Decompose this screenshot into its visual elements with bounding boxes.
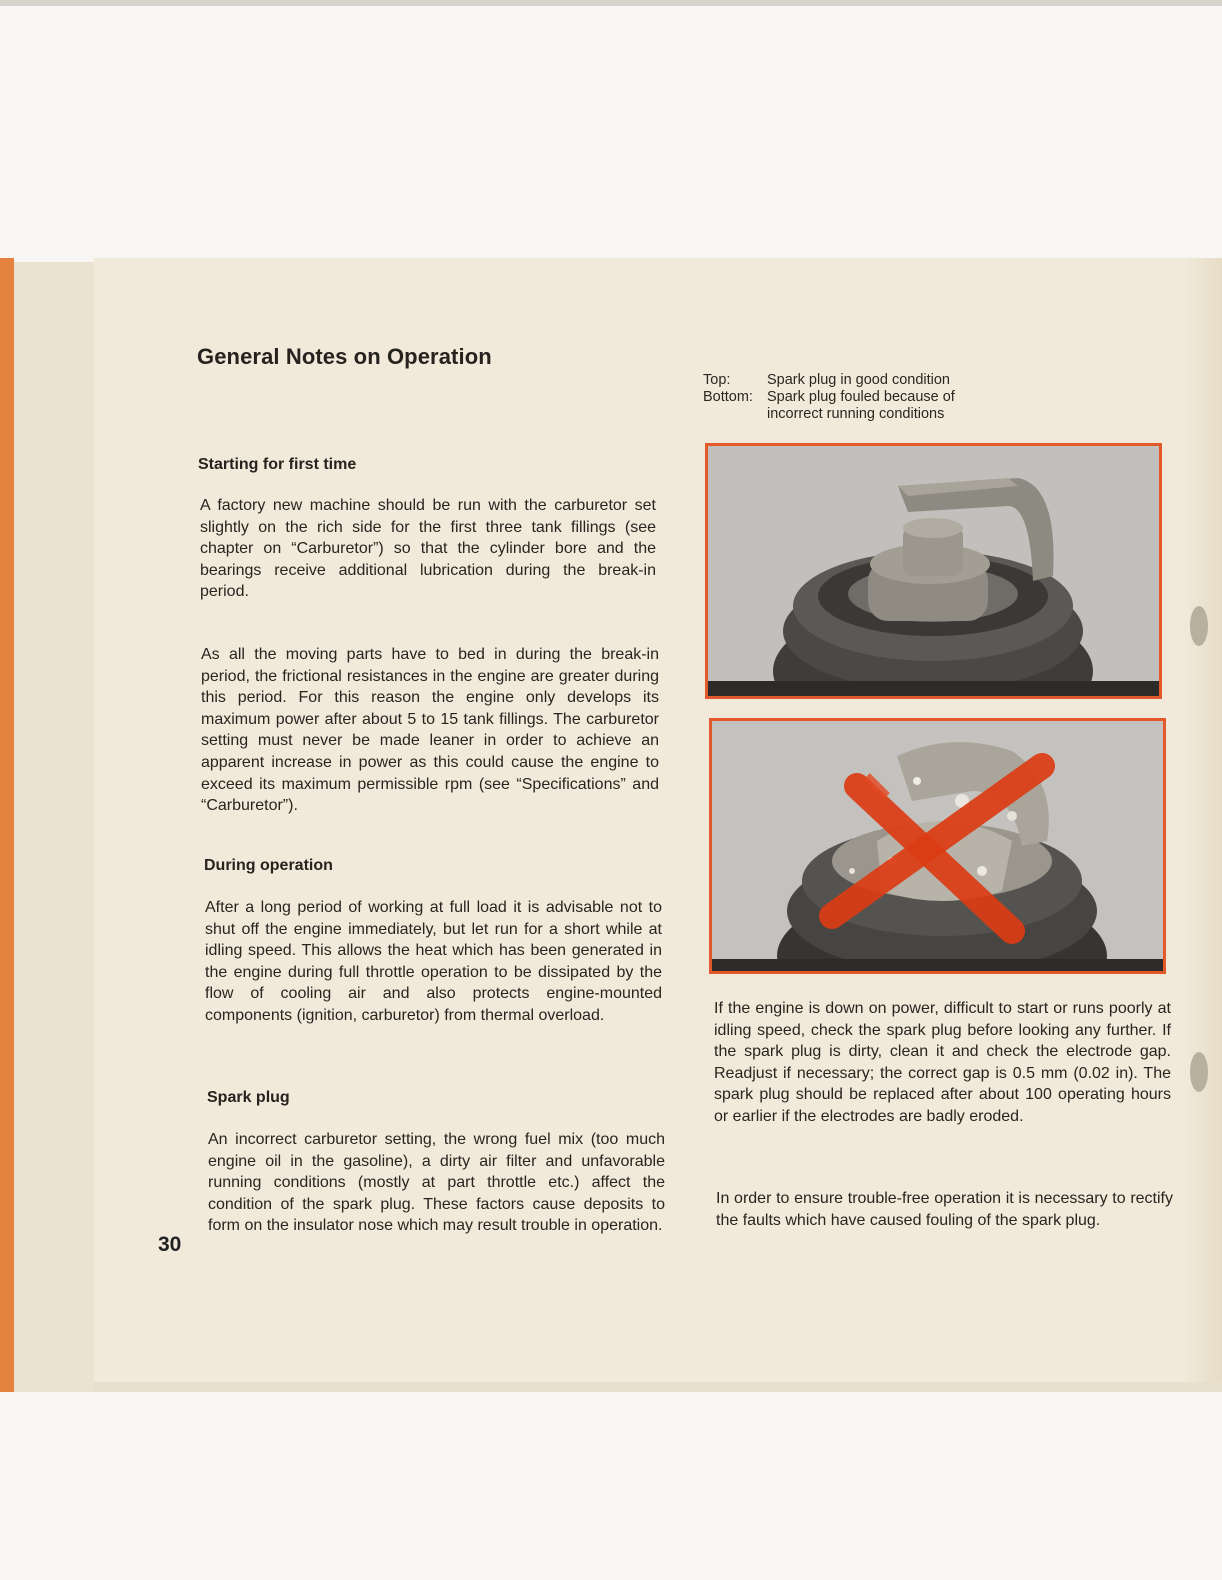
page-title: General Notes on Operation: [197, 344, 492, 369]
scan-top-edge: [0, 0, 1222, 6]
page-bottom-edge: [94, 1382, 1222, 1392]
section-heading: Starting for first time: [198, 456, 357, 473]
spark-plug-fouled-illustration: [712, 721, 1163, 971]
section-heading: Spark plug: [207, 1089, 290, 1106]
page-number: 30: [158, 1233, 182, 1256]
section-heading: During operation: [204, 857, 333, 874]
binding-ring: [1190, 606, 1208, 646]
paragraph: As all the moving parts have to bed in during the break-in period, the frictional resistances in the engine are greater during this period. For this reason the engine only develops its maximum power after about 5 to 15 tank fillings. The carburetor setting must never be made leaner in order to achieve an apparent increase in power as this could cause the engine to exceed its maximum permissible rpm (see “Specifications” and “Carburetor”).: [201, 646, 659, 815]
paragraph: After a long period of working at full load it is advisable not to shut off the engine immediately, but let run for a short while at idling speed. This allows the heat which has been generated in the engine during full throttle operation to be dissipated by the flow of cooling air and also protects engine-mounted components (ignition, carburetor) from thermal overload.: [205, 899, 662, 1024]
caption-label: Bottom:: [703, 389, 753, 405]
spark-plug-fouled-photo: [709, 718, 1166, 974]
paragraph: In order to ensure trouble-free operation it is necessary to rectify the faults which have caused fouling of the spark plug.: [716, 1190, 1173, 1229]
spark-plug-good-illustration: [708, 446, 1159, 696]
paragraph: If the engine is down on power, difficult to start or runs poorly at idling speed, check the spark plug before looking any further. If the spark plug is dirty, clean it and check the electrode gap. Readjust if necessary; the correct gap is 0.5 mm (0.02 in). The spark plug should be replaced after about 100 operating hours or earlier if the electrodes are badly eroded.: [714, 1000, 1171, 1125]
binding-ring: [1190, 1052, 1208, 1092]
book-spine-edge: [0, 258, 14, 1392]
paragraph: A factory new machine should be run with the carburetor set slightly on the rich side for the first three tank fillings (see chapter on “Carburetor”) so that the cylinder bore and the bearings receive additional lubrication during the break-in period.: [200, 497, 656, 601]
paragraph: An incorrect carburetor setting, the wrong fuel mix (too much engine oil in the gasoline), a dirty air filter and unfavorable running conditions (mostly at part throttle etc.) affect the condition of the spark plug. These factors cause deposits to form on the insulator nose which may result trouble in operation.: [208, 1131, 665, 1235]
caption-text: Spark plug in good condition: [767, 372, 950, 388]
page-curl-shadow: [1182, 258, 1222, 1392]
spark-plug-good-photo: [705, 443, 1162, 699]
page-stack: [14, 262, 95, 1392]
caption-label: Top:: [703, 372, 731, 388]
caption-text: Spark plug fouled because of incorrect running conditions: [767, 389, 955, 422]
figure-caption: [703, 372, 987, 423]
